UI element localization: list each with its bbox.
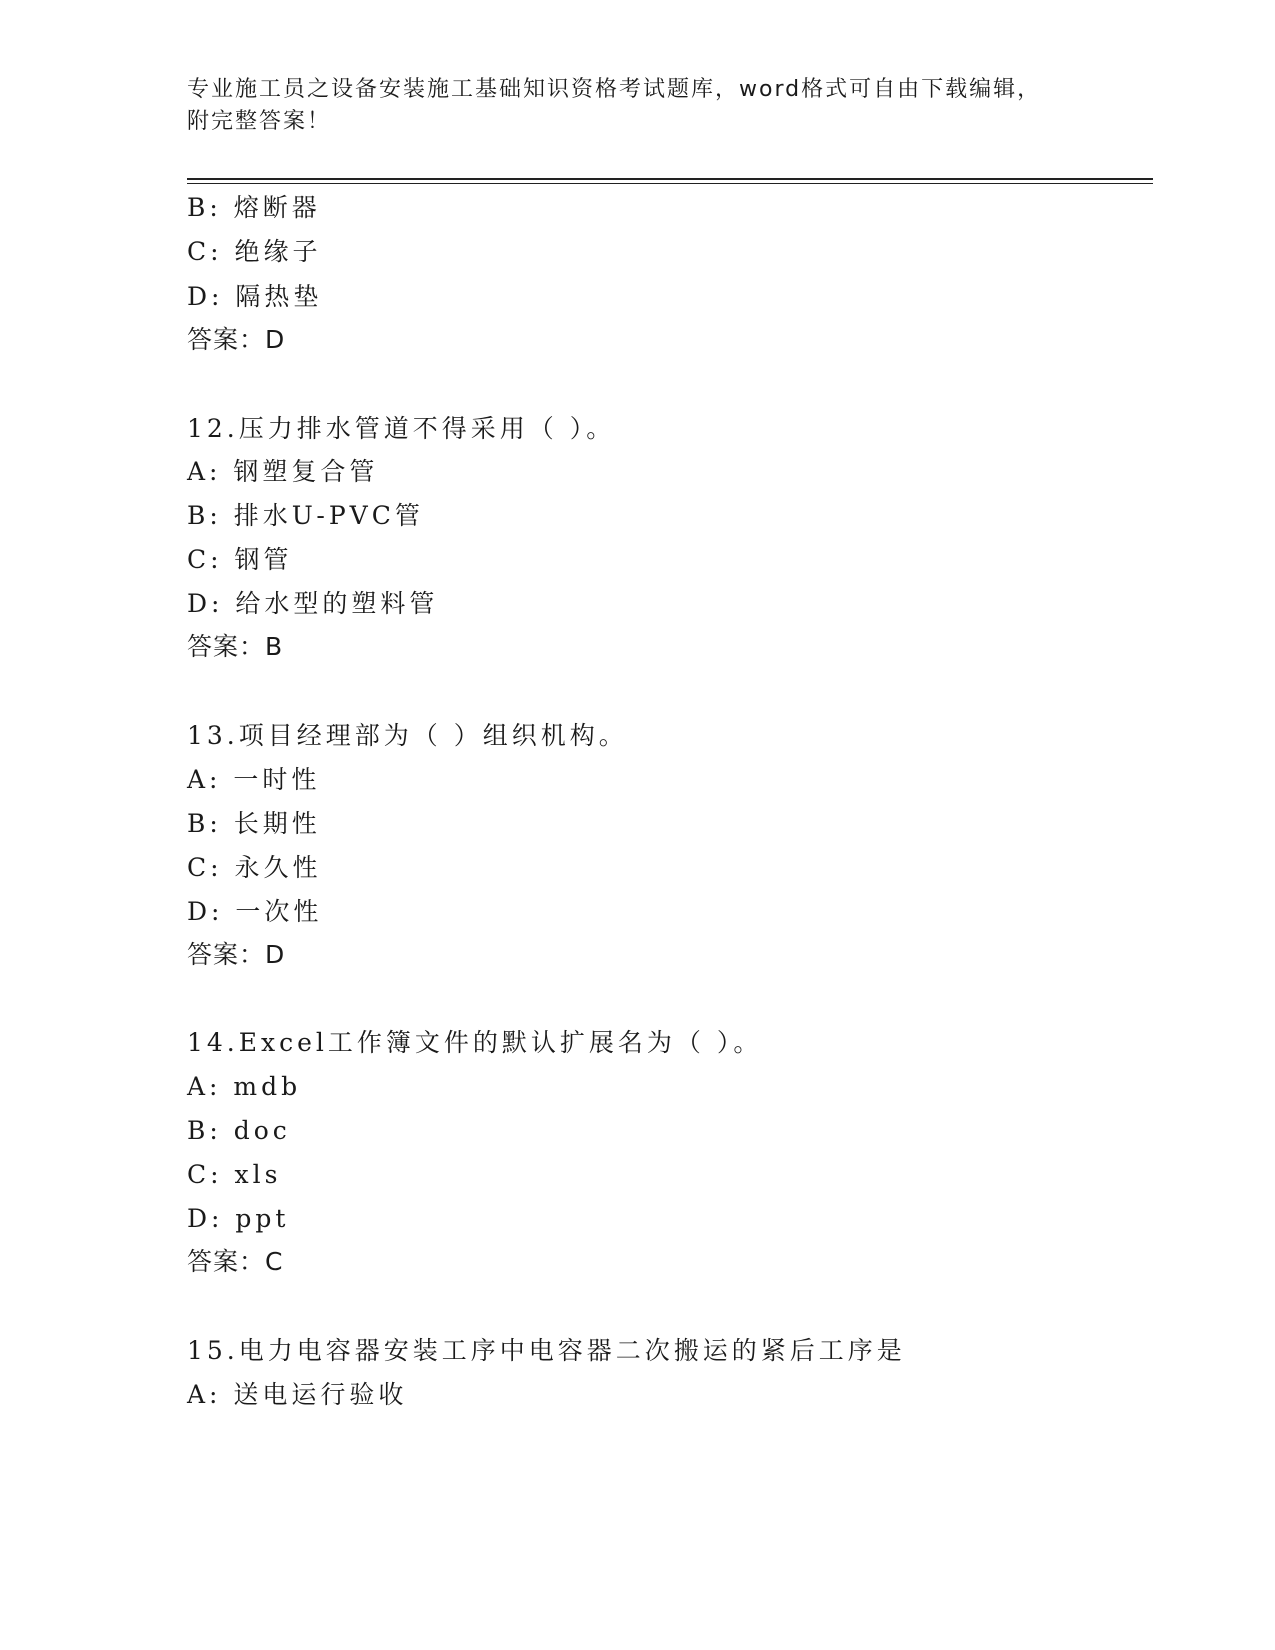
q14-option-c: C: xls (187, 1160, 282, 1189)
q15-option-a: A: 送电运行验收 (187, 1380, 408, 1409)
q11-answer: 答案：D (187, 325, 286, 354)
q12-stem: 12.压力排水管道不得采用（ ）。 (187, 414, 616, 443)
q12-option-c: C: 钢管 (187, 545, 293, 574)
header-line-2: 附完整答案！ (187, 109, 332, 134)
q12-option-d: D: 给水型的塑料管 (187, 589, 439, 618)
q11-option-c: C: 绝缘子 (187, 237, 322, 266)
q13-stem: 13.项目经理部为（ ）组织机构。 (187, 721, 628, 750)
q12-answer: 答案：B (187, 632, 284, 661)
q11-option-b: B: 熔断器 (187, 193, 321, 222)
q12-option-a: A: 钢塑复合管 (187, 457, 379, 486)
q13-option-a: A: 一时性 (187, 765, 321, 794)
q13-option-d: D: 一次性 (187, 897, 323, 926)
q14-option-a: A: mdb (187, 1072, 302, 1101)
header-divider-thin (187, 183, 1153, 184)
q13-answer: 答案：D (187, 940, 286, 969)
q14-option-d: D: ppt (187, 1204, 290, 1233)
q14-answer: 答案：C (187, 1247, 284, 1276)
q13-option-b: B: 长期性 (187, 809, 321, 838)
q11-option-d: D: 隔热垫 (187, 282, 323, 311)
q15-stem: 15.电力电容器安装工序中电容器二次搬运的紧后工序是 (187, 1336, 906, 1365)
header-line-1: 专业施工员之设备安装施工基础知识资格考试题库，word格式可自由下载编辑， (187, 77, 1042, 102)
document-header (187, 74, 1087, 138)
q12-option-b: B: 排水U-PVC管 (187, 501, 424, 530)
q13-option-c: C: 永久性 (187, 853, 322, 882)
q14-stem: 14.Excel工作簿文件的默认扩展名为（ ）。 (187, 1028, 763, 1057)
header-divider-thick (187, 178, 1153, 180)
q14-option-b: B: doc (187, 1116, 291, 1145)
